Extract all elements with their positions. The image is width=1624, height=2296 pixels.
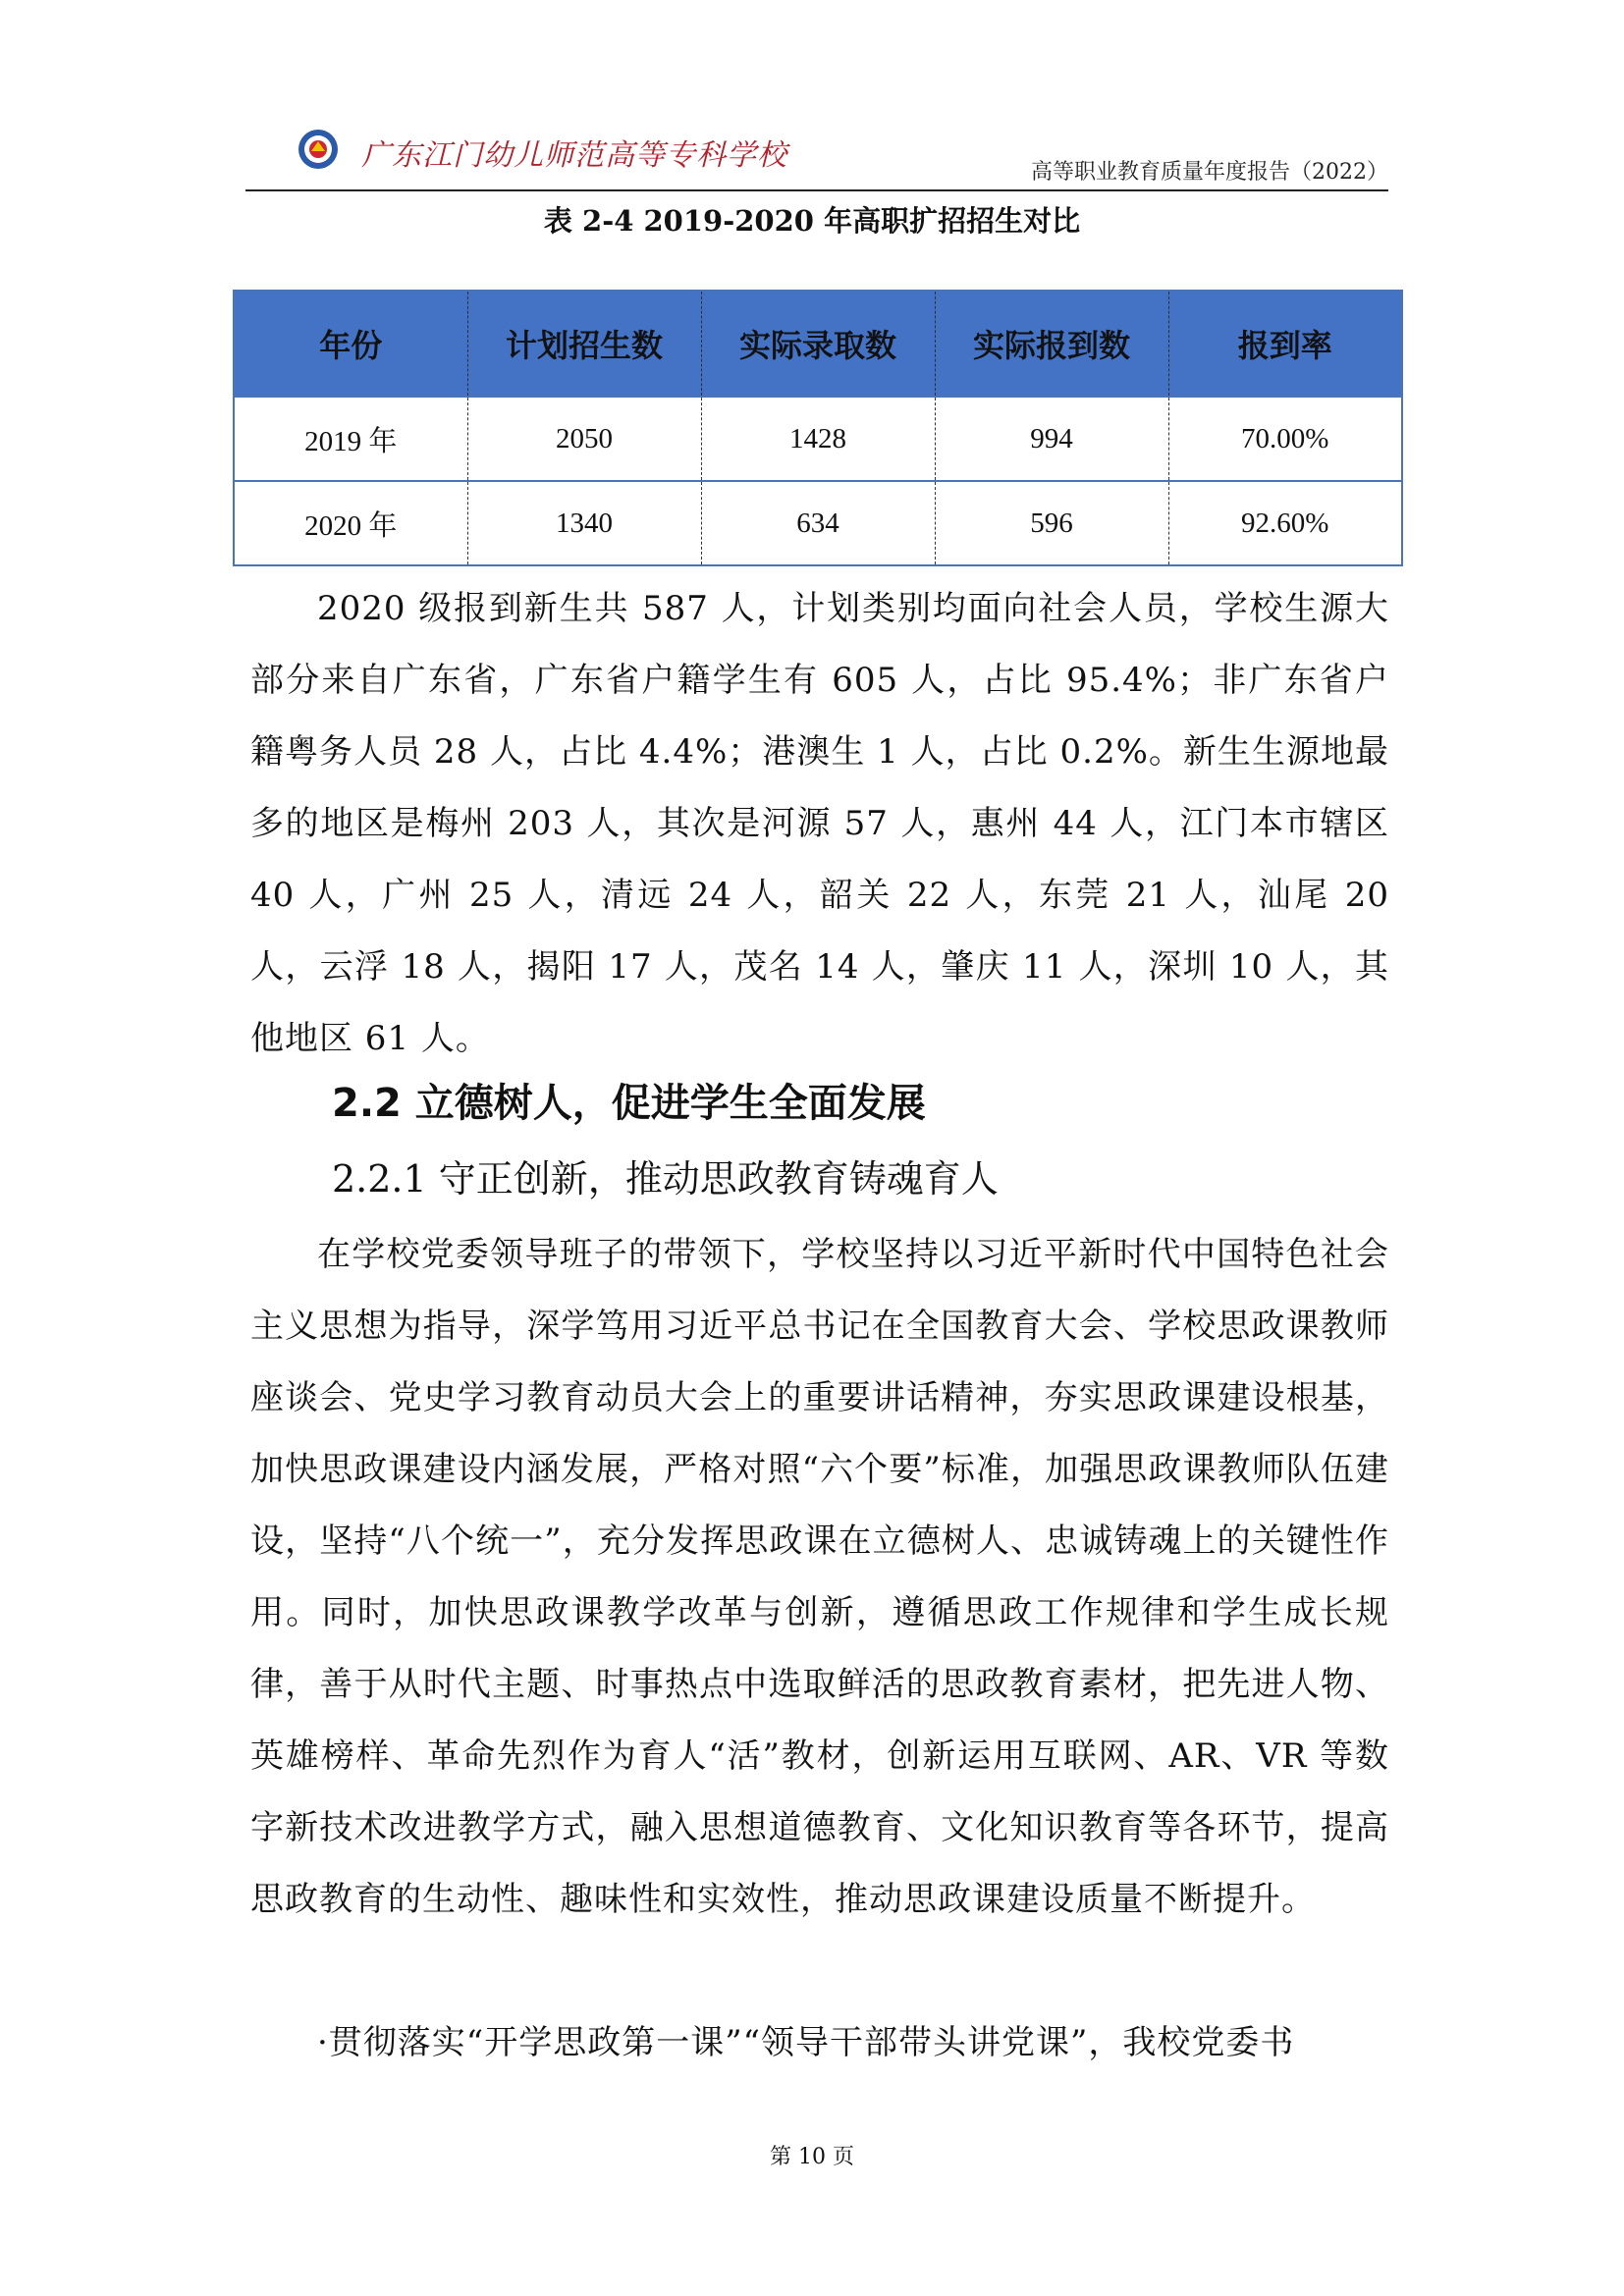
cell-planned: 2050 — [467, 397, 701, 481]
table-row — [234, 397, 1402, 481]
col-header-registered: 实际报到数 — [935, 291, 1168, 397]
col-header-planned: 计划招生数 — [467, 291, 701, 397]
cell-registered: 596 — [935, 481, 1168, 565]
header-rule — [245, 189, 1388, 191]
col-header-rate: 报到率 — [1168, 291, 1402, 397]
table-caption: 表 2-4 2019-2020 年高职扩招招生对比 — [543, 204, 1081, 238]
section-heading: 2.2 立德树人，促进学生全面发展 — [332, 1081, 926, 1126]
cell-admitted: 634 — [701, 481, 935, 565]
paragraph-enrollment-sources: 2020 级报到新生共 587 人，计划类别均面向社会人员，学校生源大部分来自广东省，广东省户籍学生有 605 人，占比 95.4%；非广东省户籍粤务人员 28 人，占比 4.4%；港澳生 1 人，占比 0.2%。新生生源地最多的地区是梅州 203 人，其次是河源 57 人，惠州 44 人，江门本市辖区 40 人，广州 25 人，清远 24 人，韶关 22 人，东莞 21 人，汕尾 20 人，云浮 18 人，揭阳 17 人，茂名 14 人，肇庆 11 人，深圳 10 人，其他地区 61 人。 — [250, 589, 1389, 1058]
page-header — [245, 123, 1388, 191]
cell-year: 2020 年 — [234, 481, 467, 565]
report-title: 高等职业教育质量年度报告（2022） — [1031, 160, 1388, 185]
paragraph-first-lesson: ·贯彻落实“开学思政第一课”“领导干部带头讲党课”，我校党委书 — [317, 2023, 1295, 2062]
cell-year: 2019 年 — [234, 397, 467, 481]
table-header-row — [234, 291, 1402, 397]
col-header-year: 年份 — [234, 291, 467, 397]
cell-planned: 1340 — [467, 481, 701, 565]
col-header-admitted: 实际录取数 — [701, 291, 935, 397]
school-emblem-icon — [297, 128, 340, 171]
cell-registered: 994 — [935, 397, 1168, 481]
cell-rate: 70.00% — [1168, 397, 1402, 481]
subsection-heading: 2.2.1 守正创新，推动思政教育铸魂育人 — [332, 1157, 999, 1201]
school-name-logo: 广东江门幼儿师范高等专科学校 — [361, 138, 787, 173]
cell-admitted: 1428 — [701, 397, 935, 481]
cell-rate: 92.60% — [1168, 481, 1402, 565]
enrollment-table — [233, 290, 1403, 566]
page-number: 第 10 页 — [770, 2145, 854, 2169]
table-row — [234, 481, 1402, 565]
paragraph-ideological-education: 在学校党委领导班子的带领下，学校坚持以习近平新时代中国特色社会主义思想为指导，深学笃用习近平总书记在全国教育大会、学校思政课教师座谈会、党史学习教育动员大会上的重要讲话精神，夯实思政课建设根基，加快思政课建设内涵发展，严格对照“六个要”标准，加强思政课教师队伍建设，坚持“八个统一”，充分发挥思政课在立德树人、忠诚铸魂上的关键性作用。同时，加快思政课教学改革与创新，遵循思政工作规律和学生成长规律，善于从时代主题、时事热点中选取鲜活的思政教育素材，把先进人物、英雄榜样、革命先烈作为育人“活”教材，创新运用互联网、AR、VR 等数字新技术改进教学方式，融入思想道德教育、文化知识教育等各环节，提高思政教育的生动性、趣味性和实效性，推动思政课建设质量不断提升。 — [250, 1235, 1389, 1919]
